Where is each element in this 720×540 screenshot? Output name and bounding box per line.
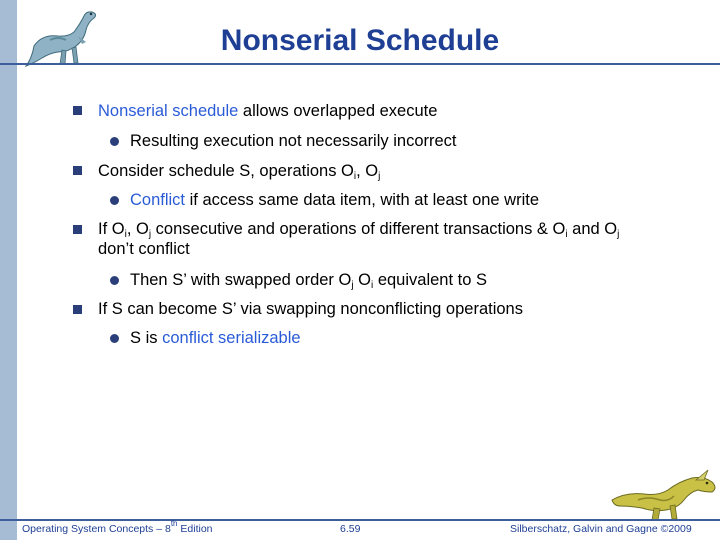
square-bullet-icon (73, 225, 82, 234)
square-bullet-icon (73, 106, 82, 115)
round-bullet-icon (110, 196, 119, 205)
bullet-if-consecutive: If $O_i$, $O_j$ consecutive and operations of different transactions & $O_i$ and $O_j$ don’t conflict (98, 220, 620, 258)
subbullet-swapped-order: Then S’ with swapped order $O_j$ $O_i$ equivalent to S (130, 271, 487, 291)
term-nonserial-schedule: Nonserial schedule (98, 102, 239, 120)
dinosaur-icon (608, 462, 720, 524)
slide-title: Nonserial Schedule (220, 24, 500, 57)
footer-rule (0, 519, 720, 521)
page-number: 6.59 (340, 523, 361, 535)
bullet-if-s-can-become: If S can become S’ via swapping nonconflicting operations (98, 300, 523, 318)
term-conflict-serializable: conflict serializable (162, 329, 301, 347)
square-bullet-icon (73, 166, 82, 175)
subbullet-resulting-execution: Resulting execution not necessarily incorrect (130, 132, 457, 150)
round-bullet-icon (110, 276, 119, 285)
footer-book-title: Operating System Concepts – 8th Edition (22, 519, 213, 535)
round-bullet-icon (110, 137, 119, 146)
bullet-consider-schedule: Consider schedule S, operations $O_i$, $O_j$ (98, 162, 381, 182)
term-conflict: Conflict (130, 191, 186, 209)
footer-copyright: Silberschatz, Galvin and Gagne ©2009 (510, 523, 692, 535)
subbullet-conflict: Conflict if access same data item, with at least one write (130, 191, 540, 209)
subbullet-conflict-serializable: S is conflict serializable (130, 329, 301, 347)
round-bullet-icon (110, 334, 119, 343)
bullet-nonserial-schedule: Nonserial schedule allows overlapped execute (98, 102, 438, 120)
square-bullet-icon (73, 305, 82, 314)
